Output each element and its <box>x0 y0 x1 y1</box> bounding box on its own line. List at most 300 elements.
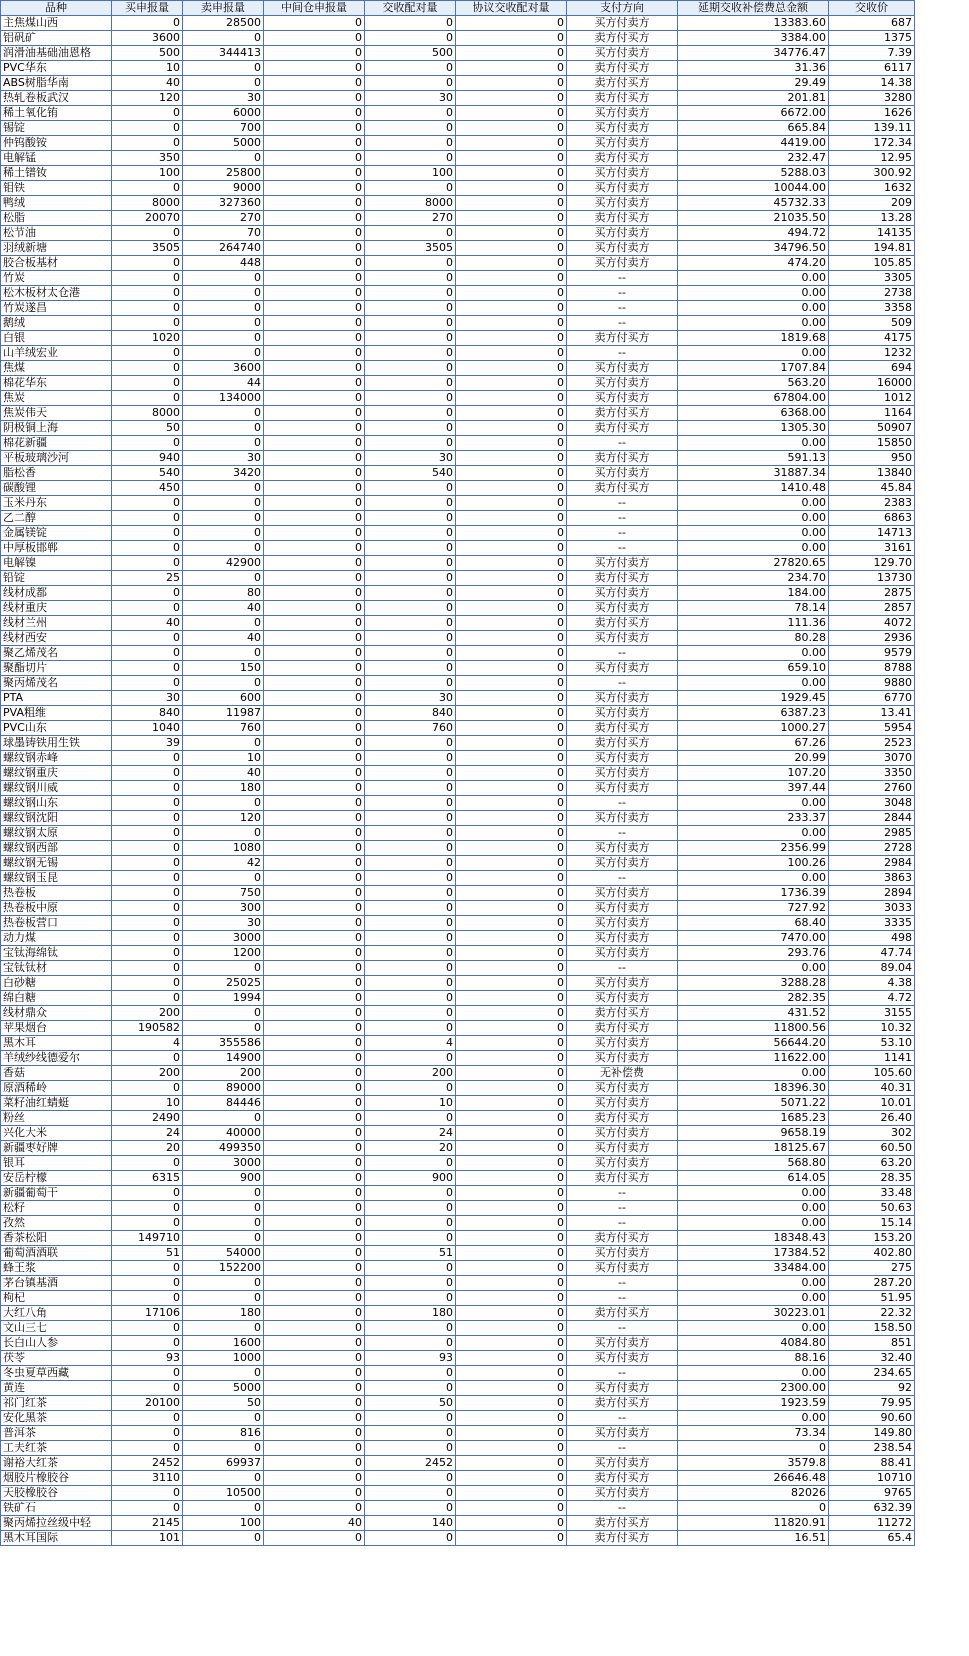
cell-sell-qty: 270 <box>183 211 264 226</box>
cell-payment-direction: 卖方付买方 <box>567 211 678 226</box>
table-row <box>1 511 915 526</box>
cell-compensation-total: 1685.23 <box>678 1111 829 1126</box>
cell-buy-qty: 20100 <box>112 1396 183 1411</box>
cell-payment-direction: -- <box>567 541 678 556</box>
cell-delivery-match-qty: 140 <box>365 1516 456 1531</box>
table-row <box>1 1141 915 1156</box>
table-row <box>1 406 915 421</box>
cell-compensation-total: 1736.39 <box>678 886 829 901</box>
cell-compensation-total: 80.28 <box>678 631 829 646</box>
cell-buy-qty: 0 <box>112 346 183 361</box>
table-row <box>1 556 915 571</box>
table-row <box>1 1111 915 1126</box>
cell-compensation-total: 0.00 <box>678 301 829 316</box>
cell-payment-direction: -- <box>567 1501 678 1516</box>
cell-delivery-price: 13.28 <box>829 211 915 226</box>
table-row <box>1 241 915 256</box>
cell-middle-warehouse-qty: 40 <box>264 1516 365 1531</box>
table-row <box>1 736 915 751</box>
cell-delivery-price: 65.4 <box>829 1531 915 1546</box>
cell-sell-qty: 0 <box>183 1366 264 1381</box>
cell-agreement-match-qty: 0 <box>456 886 567 901</box>
cell-sell-qty: 0 <box>183 1411 264 1426</box>
cell-variety: 普洱茶 <box>1 1426 112 1441</box>
cell-payment-direction: 买方付卖方 <box>567 916 678 931</box>
cell-agreement-match-qty: 0 <box>456 721 567 736</box>
cell-delivery-match-qty: 8000 <box>365 196 456 211</box>
cell-variety: 绵白糖 <box>1 991 112 1006</box>
cell-middle-warehouse-qty: 0 <box>264 1201 365 1216</box>
cell-delivery-price: 3070 <box>829 751 915 766</box>
cell-payment-direction: 买方付卖方 <box>567 1141 678 1156</box>
cell-variety: 白砂糖 <box>1 976 112 991</box>
cell-payment-direction: 卖方付买方 <box>567 421 678 436</box>
cell-middle-warehouse-qty: 0 <box>264 46 365 61</box>
cell-delivery-price: 63.20 <box>829 1156 915 1171</box>
cell-agreement-match-qty: 0 <box>456 676 567 691</box>
cell-compensation-total: 184.00 <box>678 586 829 601</box>
table-row <box>1 376 915 391</box>
cell-variety: 螺纹钢山东 <box>1 796 112 811</box>
table-row <box>1 436 915 451</box>
table-row <box>1 76 915 91</box>
table-row <box>1 61 915 76</box>
cell-variety: 祁门红茶 <box>1 1396 112 1411</box>
cell-variety: 聚酯切片 <box>1 661 112 676</box>
cell-middle-warehouse-qty: 0 <box>264 1531 365 1546</box>
cell-payment-direction: -- <box>567 526 678 541</box>
cell-payment-direction: 买方付卖方 <box>567 691 678 706</box>
cell-payment-direction: -- <box>567 346 678 361</box>
cell-delivery-price: 275 <box>829 1261 915 1276</box>
cell-agreement-match-qty: 0 <box>456 196 567 211</box>
cell-payment-direction: 卖方付买方 <box>567 481 678 496</box>
cell-buy-qty: 3505 <box>112 241 183 256</box>
cell-delivery-match-qty: 0 <box>365 346 456 361</box>
cell-delivery-price: 40.31 <box>829 1081 915 1096</box>
cell-sell-qty: 11987 <box>183 706 264 721</box>
cell-compensation-total: 0.00 <box>678 1066 829 1081</box>
cell-compensation-total: 0.00 <box>678 541 829 556</box>
cell-agreement-match-qty: 0 <box>456 1426 567 1441</box>
cell-compensation-total: 100.26 <box>678 856 829 871</box>
cell-middle-warehouse-qty: 0 <box>264 226 365 241</box>
cell-delivery-price: 6117 <box>829 61 915 76</box>
cell-agreement-match-qty: 0 <box>456 796 567 811</box>
cell-agreement-match-qty: 0 <box>456 841 567 856</box>
cell-delivery-match-qty: 0 <box>365 136 456 151</box>
cell-delivery-price: 53.10 <box>829 1036 915 1051</box>
table-row <box>1 256 915 271</box>
cell-sell-qty: 0 <box>183 31 264 46</box>
table-row <box>1 1336 915 1351</box>
cell-buy-qty: 0 <box>112 901 183 916</box>
cell-middle-warehouse-qty: 0 <box>264 1486 365 1501</box>
cell-middle-warehouse-qty: 0 <box>264 1321 365 1336</box>
cell-variety: 金属镁锭 <box>1 526 112 541</box>
cell-sell-qty: 0 <box>183 1321 264 1336</box>
cell-payment-direction: 买方付卖方 <box>567 1456 678 1471</box>
header-col-delivery-price: 交收价 <box>829 1 915 16</box>
cell-variety: 兴化大米 <box>1 1126 112 1141</box>
cell-buy-qty: 350 <box>112 151 183 166</box>
cell-delivery-price: 4072 <box>829 616 915 631</box>
cell-payment-direction: 买方付卖方 <box>567 121 678 136</box>
cell-middle-warehouse-qty: 0 <box>264 31 365 46</box>
cell-variety: 螺纹钢西部 <box>1 841 112 856</box>
cell-buy-qty: 149710 <box>112 1231 183 1246</box>
cell-delivery-price: 2984 <box>829 856 915 871</box>
table-row <box>1 1066 915 1081</box>
cell-buy-qty: 8000 <box>112 406 183 421</box>
cell-agreement-match-qty: 0 <box>456 31 567 46</box>
cell-compensation-total: 82026 <box>678 1486 829 1501</box>
cell-delivery-price: 287.20 <box>829 1276 915 1291</box>
cell-delivery-price: 10.01 <box>829 1096 915 1111</box>
cell-delivery-match-qty: 840 <box>365 706 456 721</box>
cell-compensation-total: 20.99 <box>678 751 829 766</box>
table-row <box>1 421 915 436</box>
cell-delivery-price: 5954 <box>829 721 915 736</box>
header-col-buy-qty: 买申报量 <box>112 1 183 16</box>
cell-delivery-match-qty: 0 <box>365 61 456 76</box>
cell-buy-qty: 0 <box>112 106 183 121</box>
cell-payment-direction: 卖方付买方 <box>567 1231 678 1246</box>
cell-payment-direction: 买方付卖方 <box>567 766 678 781</box>
cell-sell-qty: 40000 <box>183 1126 264 1141</box>
cell-sell-qty: 0 <box>183 1186 264 1201</box>
cell-delivery-price: 4175 <box>829 331 915 346</box>
cell-variety: PVA粗维 <box>1 706 112 721</box>
cell-payment-direction: 卖方付买方 <box>567 1531 678 1546</box>
cell-buy-qty: 0 <box>112 781 183 796</box>
cell-delivery-price: 2936 <box>829 631 915 646</box>
cell-middle-warehouse-qty: 0 <box>264 1171 365 1186</box>
cell-agreement-match-qty: 0 <box>456 151 567 166</box>
cell-middle-warehouse-qty: 0 <box>264 946 365 961</box>
cell-buy-qty: 0 <box>112 766 183 781</box>
cell-delivery-price: 509 <box>829 316 915 331</box>
cell-sell-qty: 0 <box>183 1231 264 1246</box>
cell-buy-qty: 0 <box>112 391 183 406</box>
cell-variety: 长白山人参 <box>1 1336 112 1351</box>
cell-delivery-price: 153.20 <box>829 1231 915 1246</box>
cell-delivery-match-qty: 30 <box>365 691 456 706</box>
cell-variety: 焦炭伟天 <box>1 406 112 421</box>
cell-payment-direction: -- <box>567 1201 678 1216</box>
cell-delivery-price: 2875 <box>829 586 915 601</box>
cell-buy-qty: 0 <box>112 661 183 676</box>
cell-buy-qty: 0 <box>112 646 183 661</box>
cell-agreement-match-qty: 0 <box>456 406 567 421</box>
cell-agreement-match-qty: 0 <box>456 826 567 841</box>
cell-variety: 松节油 <box>1 226 112 241</box>
cell-compensation-total: 45732.33 <box>678 196 829 211</box>
cell-variety: 热卷板中原 <box>1 901 112 916</box>
cell-sell-qty: 750 <box>183 886 264 901</box>
cell-variety: 电解镍 <box>1 556 112 571</box>
cell-middle-warehouse-qty: 0 <box>264 1111 365 1126</box>
table-row <box>1 1396 915 1411</box>
cell-delivery-price: 60.50 <box>829 1141 915 1156</box>
cell-delivery-price: 14713 <box>829 526 915 541</box>
cell-sell-qty: 0 <box>183 736 264 751</box>
cell-buy-qty: 0 <box>112 631 183 646</box>
cell-buy-qty: 0 <box>112 1366 183 1381</box>
cell-buy-qty: 190582 <box>112 1021 183 1036</box>
cell-compensation-total: 13383.60 <box>678 16 829 31</box>
cell-compensation-total: 591.13 <box>678 451 829 466</box>
cell-middle-warehouse-qty: 0 <box>264 421 365 436</box>
table-row <box>1 886 915 901</box>
cell-compensation-total: 2356.99 <box>678 841 829 856</box>
cell-compensation-total: 68.40 <box>678 916 829 931</box>
cell-sell-qty: 0 <box>183 541 264 556</box>
cell-middle-warehouse-qty: 0 <box>264 616 365 631</box>
cell-payment-direction: 买方付卖方 <box>567 16 678 31</box>
cell-buy-qty: 0 <box>112 1216 183 1231</box>
cell-delivery-match-qty: 0 <box>365 991 456 1006</box>
cell-delivery-match-qty: 0 <box>365 121 456 136</box>
cell-sell-qty: 152200 <box>183 1261 264 1276</box>
cell-buy-qty: 24 <box>112 1126 183 1141</box>
cell-agreement-match-qty: 0 <box>456 1096 567 1111</box>
table-row <box>1 136 915 151</box>
cell-payment-direction: 买方付卖方 <box>567 181 678 196</box>
cell-buy-qty: 0 <box>112 676 183 691</box>
header-row <box>1 1 915 16</box>
cell-variety: PVC华东 <box>1 61 112 76</box>
table-row <box>1 706 915 721</box>
cell-variety: 碳酸锂 <box>1 481 112 496</box>
cell-variety: 孜然 <box>1 1216 112 1231</box>
table-row <box>1 496 915 511</box>
cell-payment-direction: -- <box>567 826 678 841</box>
cell-buy-qty: 0 <box>112 16 183 31</box>
table-row <box>1 766 915 781</box>
header-col-delivery-match-qty: 交收配对量 <box>365 1 456 16</box>
cell-sell-qty: 0 <box>183 961 264 976</box>
cell-buy-qty: 1020 <box>112 331 183 346</box>
cell-delivery-price: 14.38 <box>829 76 915 91</box>
cell-payment-direction: 卖方付买方 <box>567 331 678 346</box>
cell-sell-qty: 448 <box>183 256 264 271</box>
cell-payment-direction: 买方付卖方 <box>567 1156 678 1171</box>
cell-middle-warehouse-qty: 0 <box>264 1456 365 1471</box>
table-row <box>1 841 915 856</box>
cell-buy-qty: 0 <box>112 916 183 931</box>
cell-payment-direction: 买方付卖方 <box>567 361 678 376</box>
table-body <box>1 16 915 1546</box>
cell-delivery-price: 26.40 <box>829 1111 915 1126</box>
cell-agreement-match-qty: 0 <box>456 931 567 946</box>
cell-payment-direction: 买方付卖方 <box>567 376 678 391</box>
cell-payment-direction: 买方付卖方 <box>567 1336 678 1351</box>
cell-compensation-total: 67.26 <box>678 736 829 751</box>
cell-payment-direction: 买方付卖方 <box>567 1036 678 1051</box>
cell-agreement-match-qty: 0 <box>456 391 567 406</box>
cell-sell-qty: 0 <box>183 1276 264 1291</box>
cell-middle-warehouse-qty: 0 <box>264 211 365 226</box>
cell-agreement-match-qty: 0 <box>456 901 567 916</box>
cell-sell-qty: 42 <box>183 856 264 871</box>
cell-variety: 大红八角 <box>1 1306 112 1321</box>
cell-compensation-total: 0.00 <box>678 1186 829 1201</box>
table-row <box>1 946 915 961</box>
table-row <box>1 151 915 166</box>
cell-delivery-price: 105.85 <box>829 256 915 271</box>
cell-sell-qty: 355586 <box>183 1036 264 1051</box>
cell-variety: 香茶松阳 <box>1 1231 112 1246</box>
cell-compensation-total: 659.10 <box>678 661 829 676</box>
cell-sell-qty: 150 <box>183 661 264 676</box>
cell-buy-qty: 0 <box>112 556 183 571</box>
cell-payment-direction: 卖方付买方 <box>567 31 678 46</box>
cell-delivery-price: 2985 <box>829 826 915 841</box>
cell-buy-qty: 1040 <box>112 721 183 736</box>
cell-variety: 阴极铜上海 <box>1 421 112 436</box>
cell-delivery-match-qty: 24 <box>365 1126 456 1141</box>
cell-compensation-total: 6672.00 <box>678 106 829 121</box>
cell-payment-direction: 买方付卖方 <box>567 976 678 991</box>
cell-sell-qty: 0 <box>183 646 264 661</box>
cell-buy-qty: 540 <box>112 466 183 481</box>
cell-agreement-match-qty: 0 <box>456 1231 567 1246</box>
cell-agreement-match-qty: 0 <box>456 691 567 706</box>
cell-middle-warehouse-qty: 0 <box>264 121 365 136</box>
cell-delivery-price: 3280 <box>829 91 915 106</box>
cell-sell-qty: 40 <box>183 601 264 616</box>
cell-sell-qty: 0 <box>183 571 264 586</box>
cell-sell-qty: 0 <box>183 76 264 91</box>
table-row <box>1 931 915 946</box>
cell-delivery-price: 1141 <box>829 1051 915 1066</box>
cell-compensation-total: 1929.45 <box>678 691 829 706</box>
cell-sell-qty: 0 <box>183 331 264 346</box>
cell-middle-warehouse-qty: 0 <box>264 1126 365 1141</box>
cell-variety: 葡萄酒酒联 <box>1 1246 112 1261</box>
cell-sell-qty: 300 <box>183 901 264 916</box>
cell-variety: 粉丝 <box>1 1111 112 1126</box>
cell-agreement-match-qty: 0 <box>456 496 567 511</box>
cell-sell-qty: 200 <box>183 1066 264 1081</box>
cell-middle-warehouse-qty: 0 <box>264 451 365 466</box>
cell-variety: 玉米丹东 <box>1 496 112 511</box>
cell-compensation-total: 0.00 <box>678 1366 829 1381</box>
cell-sell-qty: 0 <box>183 61 264 76</box>
cell-buy-qty: 0 <box>112 121 183 136</box>
cell-variety: 线材成都 <box>1 586 112 601</box>
cell-middle-warehouse-qty: 0 <box>264 196 365 211</box>
cell-middle-warehouse-qty: 0 <box>264 151 365 166</box>
cell-middle-warehouse-qty: 0 <box>264 1366 365 1381</box>
cell-compensation-total: 107.20 <box>678 766 829 781</box>
cell-agreement-match-qty: 0 <box>456 331 567 346</box>
cell-compensation-total: 0 <box>678 1441 829 1456</box>
cell-delivery-match-qty: 0 <box>365 376 456 391</box>
cell-middle-warehouse-qty: 0 <box>264 856 365 871</box>
cell-agreement-match-qty: 0 <box>456 1021 567 1036</box>
cell-sell-qty: 5000 <box>183 136 264 151</box>
cell-delivery-match-qty: 200 <box>365 1066 456 1081</box>
cell-agreement-match-qty: 0 <box>456 916 567 931</box>
cell-delivery-match-qty: 0 <box>365 826 456 841</box>
cell-delivery-match-qty: 0 <box>365 556 456 571</box>
table-row <box>1 1261 915 1276</box>
cell-delivery-price: 14135 <box>829 226 915 241</box>
cell-variety: ABS树脂华南 <box>1 76 112 91</box>
cell-delivery-match-qty: 0 <box>365 1426 456 1441</box>
cell-payment-direction: 买方付卖方 <box>567 226 678 241</box>
cell-delivery-price: 851 <box>829 1336 915 1351</box>
cell-payment-direction: 买方付卖方 <box>567 706 678 721</box>
table-header <box>1 1 915 16</box>
cell-agreement-match-qty: 0 <box>456 211 567 226</box>
table-row <box>1 166 915 181</box>
cell-agreement-match-qty: 0 <box>456 976 567 991</box>
cell-middle-warehouse-qty: 0 <box>264 1471 365 1486</box>
cell-agreement-match-qty: 0 <box>456 121 567 136</box>
cell-sell-qty: 0 <box>183 286 264 301</box>
cell-agreement-match-qty: 0 <box>456 631 567 646</box>
table-row <box>1 1156 915 1171</box>
cell-delivery-match-qty: 0 <box>365 616 456 631</box>
cell-middle-warehouse-qty: 0 <box>264 61 365 76</box>
cell-sell-qty: 50 <box>183 1396 264 1411</box>
cell-delivery-match-qty: 30 <box>365 91 456 106</box>
cell-middle-warehouse-qty: 0 <box>264 631 365 646</box>
cell-sell-qty: 10 <box>183 751 264 766</box>
cell-agreement-match-qty: 0 <box>456 166 567 181</box>
table-row <box>1 796 915 811</box>
cell-sell-qty: 0 <box>183 1021 264 1036</box>
table-row <box>1 91 915 106</box>
cell-agreement-match-qty: 0 <box>456 1261 567 1276</box>
cell-delivery-price: 50.63 <box>829 1201 915 1216</box>
cell-delivery-price: 10.32 <box>829 1021 915 1036</box>
cell-delivery-match-qty: 0 <box>365 811 456 826</box>
cell-variety: 螺纹钢无锡 <box>1 856 112 871</box>
table-row <box>1 1501 915 1516</box>
cell-sell-qty: 0 <box>183 406 264 421</box>
cell-buy-qty: 0 <box>112 226 183 241</box>
cell-delivery-price: 129.70 <box>829 556 915 571</box>
cell-middle-warehouse-qty: 0 <box>264 901 365 916</box>
cell-sell-qty: 0 <box>183 796 264 811</box>
cell-delivery-match-qty: 0 <box>365 511 456 526</box>
cell-agreement-match-qty: 0 <box>456 1531 567 1546</box>
cell-agreement-match-qty: 0 <box>456 1306 567 1321</box>
cell-payment-direction: -- <box>567 1411 678 1426</box>
cell-sell-qty: 30 <box>183 451 264 466</box>
cell-variety: 焦煤 <box>1 361 112 376</box>
cell-delivery-match-qty: 0 <box>365 151 456 166</box>
cell-delivery-match-qty: 0 <box>365 1321 456 1336</box>
table-row <box>1 1381 915 1396</box>
table-row <box>1 46 915 61</box>
table-row <box>1 1516 915 1531</box>
cell-buy-qty: 0 <box>112 976 183 991</box>
cell-compensation-total: 474.20 <box>678 256 829 271</box>
cell-variety: 热轧卷板武汉 <box>1 91 112 106</box>
cell-payment-direction: 卖方付买方 <box>567 1006 678 1021</box>
cell-delivery-match-qty: 0 <box>365 421 456 436</box>
cell-delivery-match-qty: 0 <box>365 361 456 376</box>
cell-delivery-price: 9765 <box>829 1486 915 1501</box>
cell-agreement-match-qty: 0 <box>456 1246 567 1261</box>
cell-compensation-total: 0 <box>678 1501 829 1516</box>
cell-buy-qty: 0 <box>112 1441 183 1456</box>
